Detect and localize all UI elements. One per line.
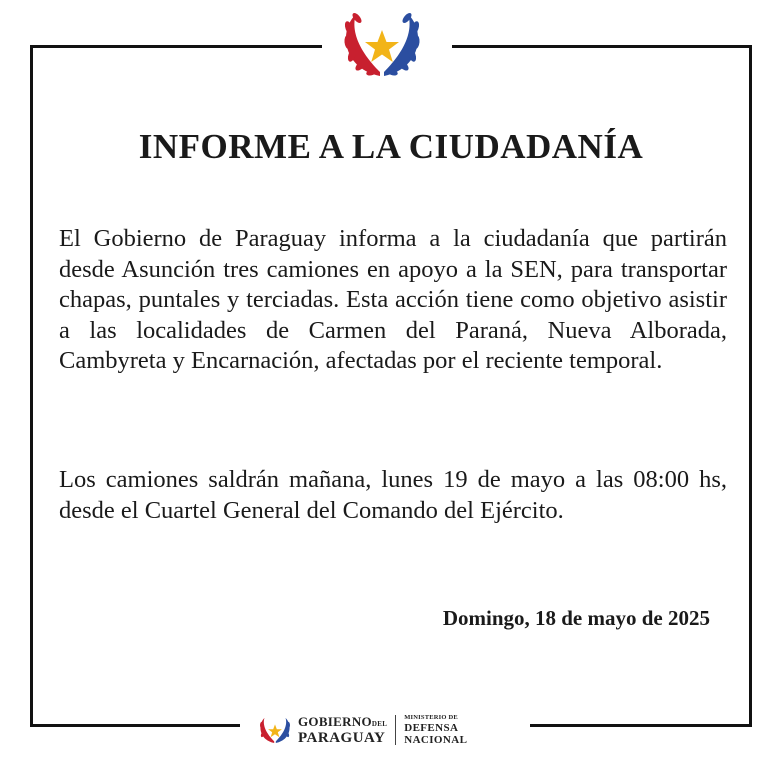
footer-nacional-text: NACIONAL: [404, 734, 468, 746]
ministerio-defensa-logo: [404, 714, 467, 746]
footer-defensa-text: DEFENSA: [404, 722, 459, 734]
paragraph-announcement: El Gobierno de Paraguay informa a la ciudadanía que partirán desde Asunción tres camiones en apoyo a la SEN, para transportar chapas, puntales y terciadas. Esta acción tiene como objetivo asistir a las localidades de Carmen del Paraná, Nueva Alborada, Cambyreta y Encarnación, afectadas por el reciente temporal.: [59, 225, 727, 374]
date-line: Domingo, 18 de mayo de 2025: [442, 606, 710, 630]
footer-paraguay-text: PARAGUAY: [298, 730, 386, 746]
gobierno-del-paraguay-logo: [298, 715, 387, 745]
footer-ministerio-text: MINISTERIO DE: [404, 714, 458, 721]
paraguay-seal-small-icon: [258, 713, 292, 747]
footer-divider: [395, 715, 396, 745]
footer-del-text: DEL: [371, 720, 388, 728]
footer-gobierno-text: GOBIERNO: [298, 714, 372, 729]
paragraph-schedule: Los camiones saldrán mañana, lunes 19 de mayo a las 08:00 hs, desde el Cuartel General del Comando del Ejército.: [59, 466, 727, 524]
paraguay-seal-icon: [340, 6, 424, 82]
page-title: INFORME A LA CIUDADANÍA: [138, 127, 644, 166]
footer-logos: [258, 712, 467, 748]
